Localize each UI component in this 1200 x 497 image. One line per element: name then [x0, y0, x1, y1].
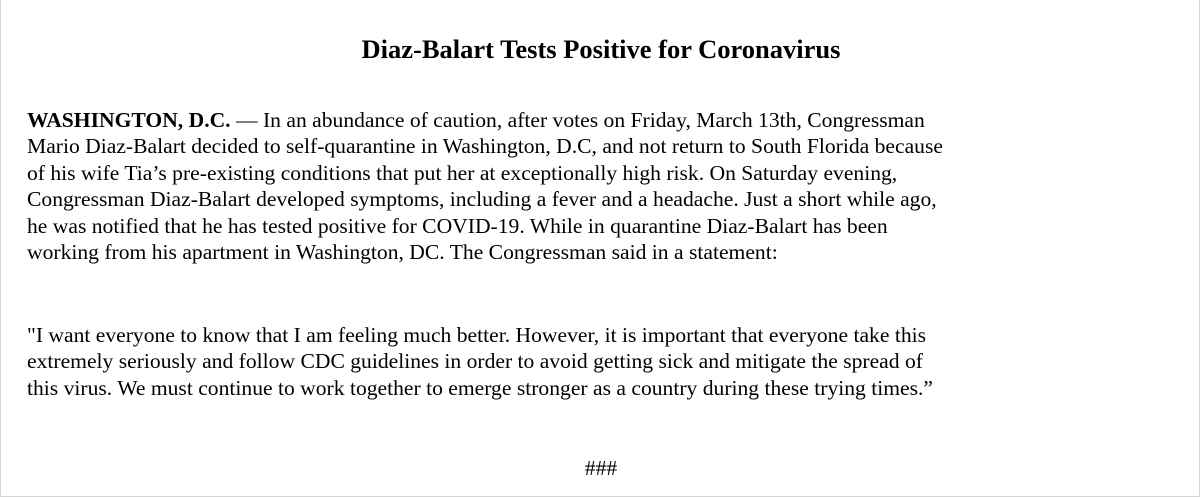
- paragraph-text: — In an abundance of caution, after votes on Friday, March 13th, Congressman: [230, 108, 925, 132]
- paragraph-line: "I want everyone to know that I am feeling much better. However, it is important that everyone take this: [27, 323, 927, 347]
- paragraph-line: of his wife Tia’s pre-existing conditions that put her at exceptionally high risk. On Saturday evening,: [27, 160, 898, 185]
- dateline: WASHINGTON, D.C.: [27, 108, 231, 132]
- body-paragraph-quote: [27, 322, 1187, 401]
- paragraph-line: [27, 107, 1187, 133]
- end-mark: ###: [584, 456, 618, 480]
- body-paragraph-intro: [27, 107, 1187, 265]
- paragraph-line: working from his apartment in Washington, DC. The Congressman said in a statement:: [27, 239, 778, 264]
- paragraph-line: Congressman Diaz-Balart developed symptoms, including a fever and a headache. Just a short while ago,: [27, 187, 937, 212]
- press-release-title: Diaz-Balart Tests Positive for Coronavirus: [361, 34, 841, 64]
- paragraph-line: Mario Diaz-Balart decided to self-quarantine in Washington, D.C, and not return to South Florida because: [27, 134, 943, 159]
- paragraph-line: he was notified that he has tested positive for COVID-19. While in quarantine Diaz-Balart has been: [27, 213, 888, 238]
- paragraph-line: this virus. We must continue to work together to emerge stronger as a country during these trying times.”: [27, 375, 934, 400]
- paragraph-line: extremely seriously and follow CDC guidelines in order to avoid getting sick and mitigate the spread of: [27, 349, 923, 374]
